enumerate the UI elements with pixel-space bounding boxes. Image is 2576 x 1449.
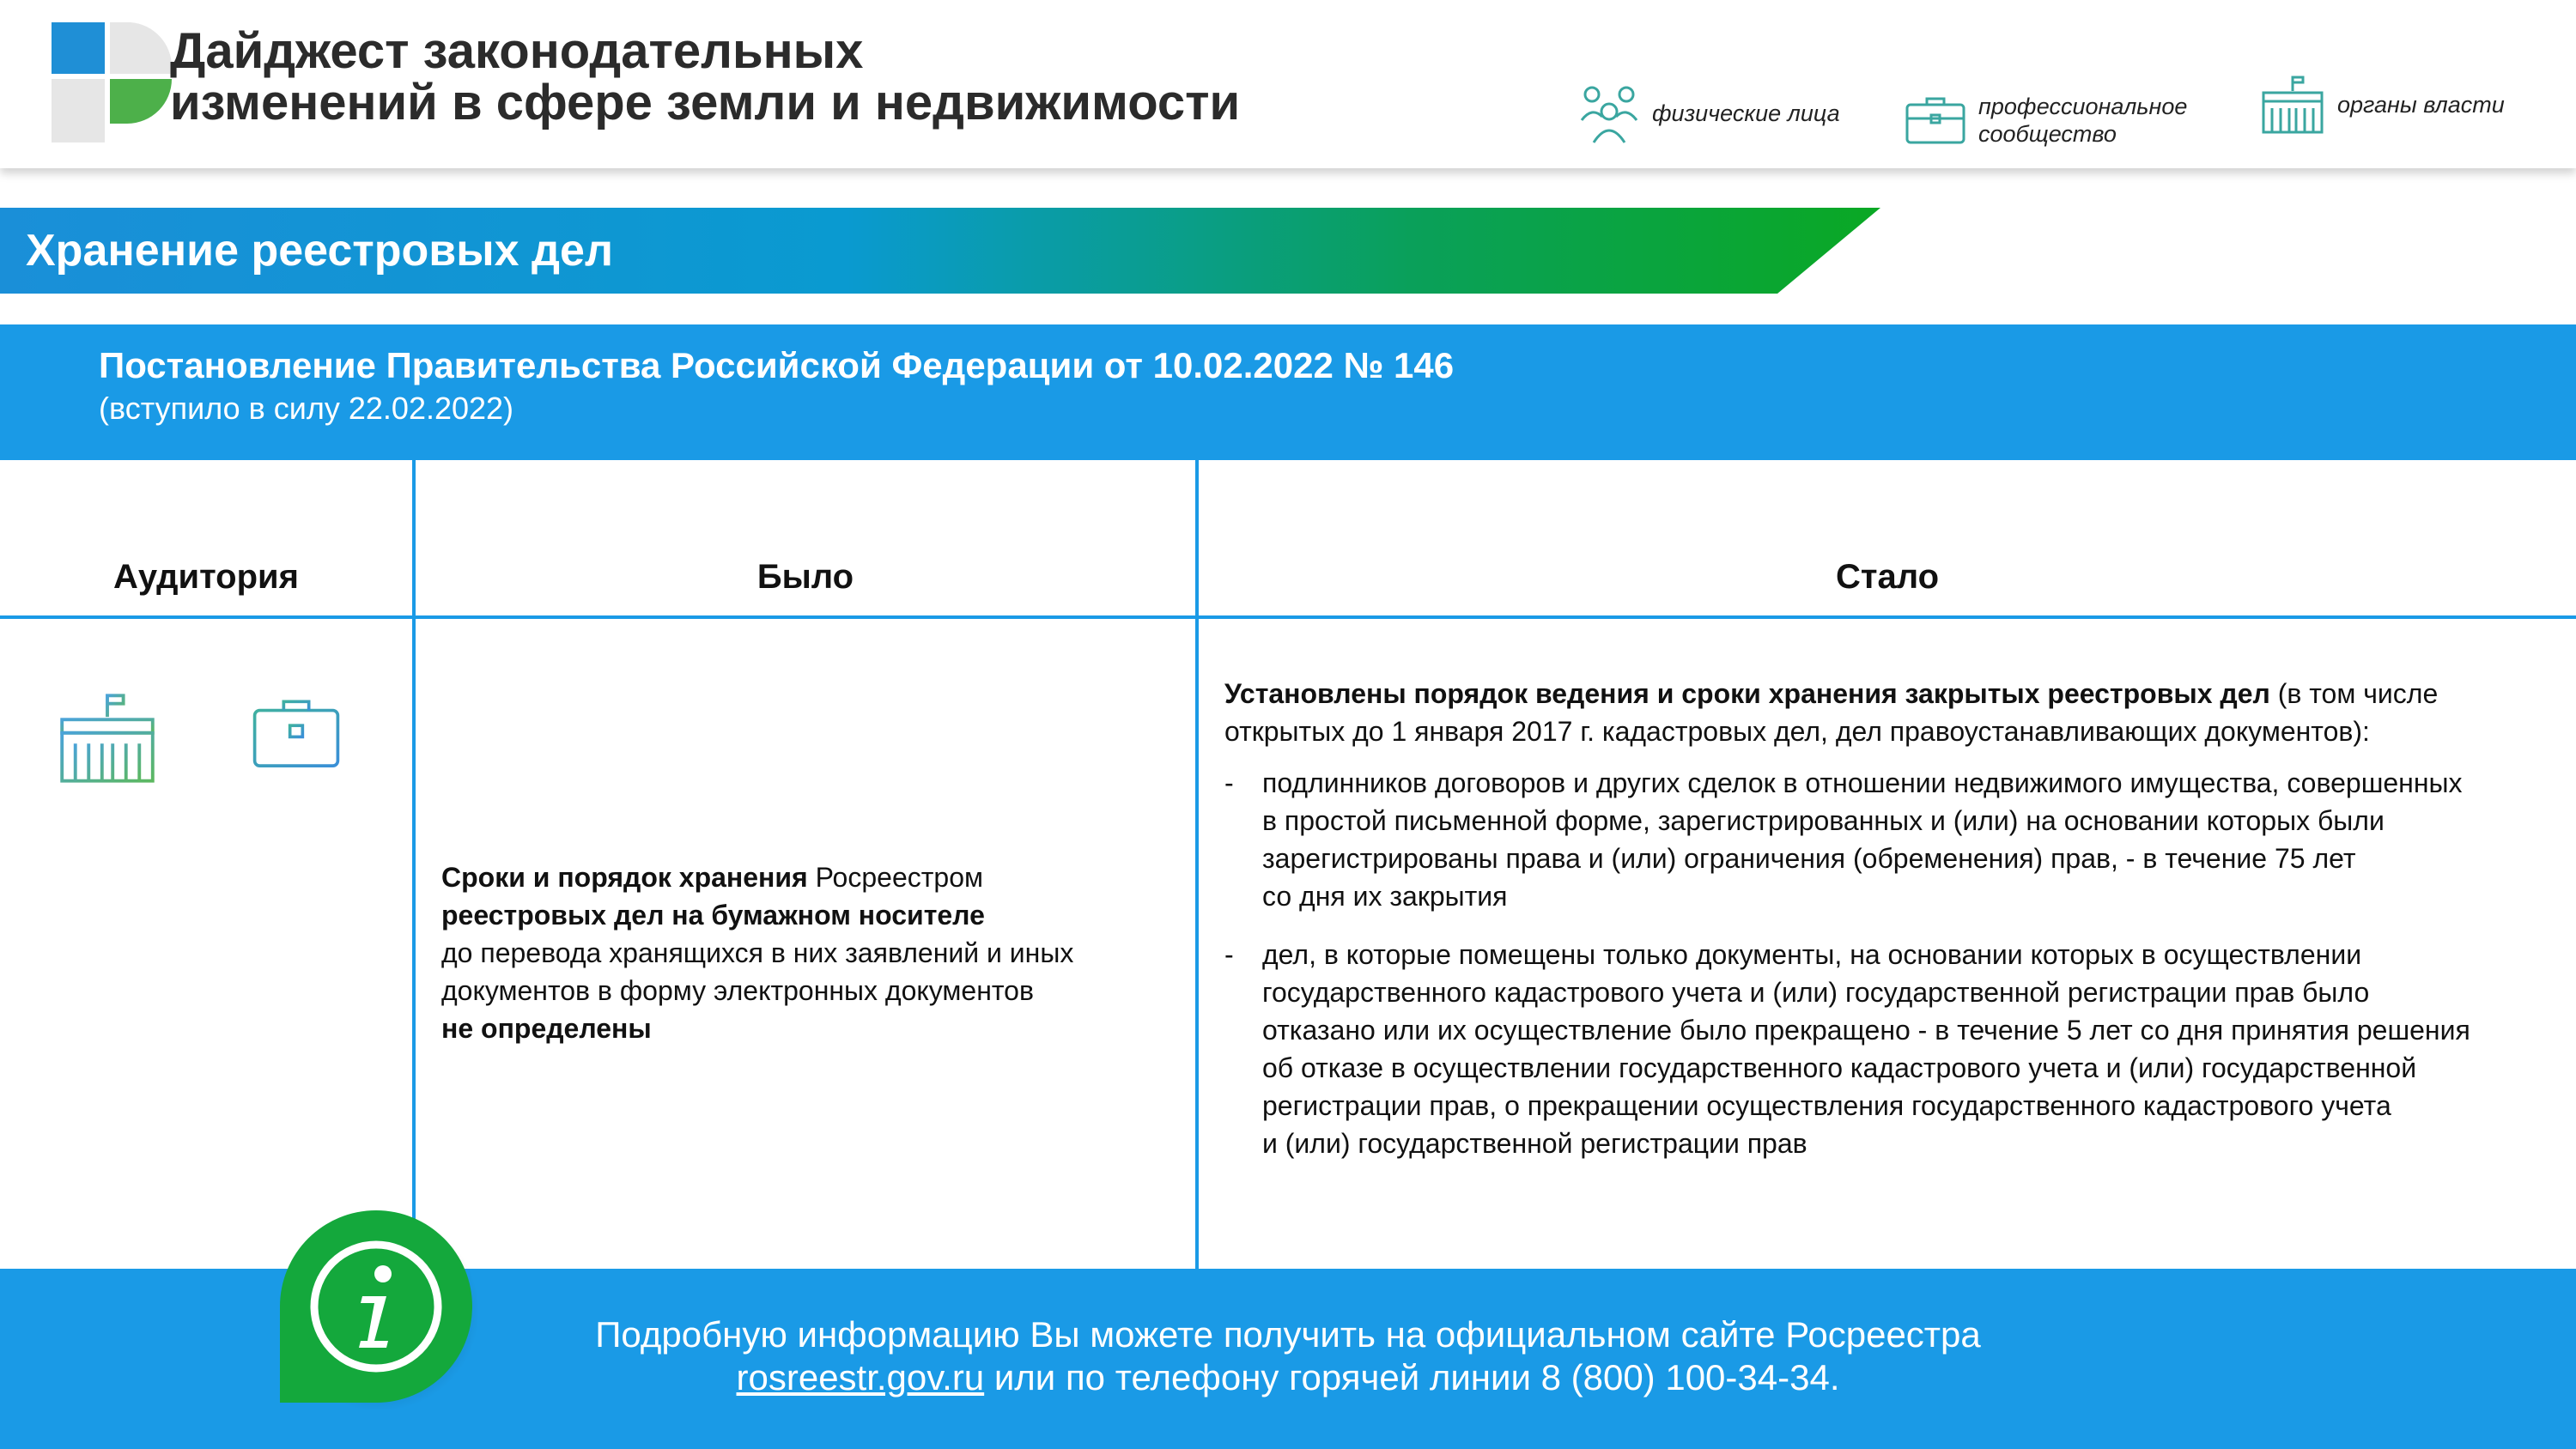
header-divider bbox=[0, 615, 2576, 619]
bullet2-line: регистрации прав, о прекращении осуществления государственного кадастрового учета bbox=[1262, 1090, 2391, 1121]
briefcase-icon bbox=[251, 695, 342, 771]
column-header-audience: Аудитория bbox=[113, 558, 299, 596]
bullet2-line: и (или) государственной регистрации прав bbox=[1262, 1128, 1807, 1159]
legend-individuals bbox=[1578, 82, 1840, 144]
bullet2-line: отказано или их осуществление было прекращено - в течение 5 лет со дня принятия решения bbox=[1262, 1015, 2470, 1046]
was-text-bold-5: не определены bbox=[441, 1013, 652, 1044]
bullet2-line: государственного кадастрового учета и (или) государственной регистрации прав было bbox=[1262, 977, 2370, 1008]
legend-individuals-label: физические лица bbox=[1652, 100, 1840, 126]
bullet2-line: дел, в которые помещены только документы, на основании которых в осуществлении bbox=[1262, 939, 2362, 970]
bullet1-line: зарегистрированы права и (или) ограничения (обременения) прав, - в течение 75 лет bbox=[1262, 843, 2356, 874]
was-text-4: документов в форму электронных документов bbox=[441, 975, 1034, 1006]
legend-government-label: органы власти bbox=[2337, 92, 2505, 118]
became-bullet-1 bbox=[1224, 764, 2564, 915]
bullet1-line: в простой письменной форме, зарегистрированных и (или) на основании которых были bbox=[1262, 805, 2385, 836]
law-title: Постановление Правительства Российской Федерации от 10.02.2022 № 146 bbox=[99, 345, 1455, 385]
legend-professional bbox=[1905, 93, 2187, 148]
government-building-icon bbox=[2260, 74, 2325, 136]
page-title bbox=[170, 23, 1241, 130]
rosreestr-logo-icon bbox=[45, 17, 182, 146]
briefcase-icon bbox=[1905, 94, 1966, 146]
rosreestr-site-link[interactable]: rosreestr.gov.ru bbox=[736, 1357, 985, 1397]
was-text-bold-1: Сроки и порядок хранения bbox=[441, 862, 808, 893]
government-building-icon bbox=[57, 690, 158, 786]
legend-government bbox=[2260, 74, 2505, 136]
column-header-became: Стало bbox=[1835, 558, 1940, 596]
became-intro-2: открытых до 1 января 2017 г. кадастровых дел, дел правоустанавливающих документов): bbox=[1224, 716, 2370, 747]
became-cell bbox=[1224, 675, 2564, 1162]
was-text-bold-2: реестровых дел на бумажном носителе bbox=[441, 900, 985, 931]
was-text-3: до перевода хранящихся в них заявлений и иных bbox=[441, 937, 1074, 968]
bullet1-line: подлинников договоров и других сделок в отношении недвижимого имущества, совершенных bbox=[1262, 767, 2463, 798]
bullet2-line: об отказе в осуществлении государственного кадастрового учета и (или) государственной bbox=[1262, 1052, 2417, 1083]
became-bullet-2 bbox=[1224, 936, 2564, 1162]
bullet1-line: со дня их закрытия bbox=[1262, 881, 1508, 912]
footer-phone-text: или по телефону горячей линии 8 (800) 100-34-34. bbox=[984, 1357, 1840, 1397]
was-text-1: Росреестром bbox=[807, 862, 983, 893]
info-icon bbox=[273, 1203, 479, 1410]
section-title: Хранение реестровых дел bbox=[26, 226, 613, 276]
was-cell bbox=[441, 858, 1180, 1047]
legend-professional-label-line2: сообщество bbox=[1978, 121, 2117, 147]
became-intro-bold: Установлены порядок ведения и сроки хранения закрытых реестровых дел bbox=[1224, 678, 2270, 709]
page-title-line1: Дайджест законодательных bbox=[170, 23, 864, 79]
people-icon bbox=[1578, 82, 1640, 144]
page-title-line2: изменений в сфере земли и недвижимости bbox=[170, 75, 1241, 130]
legend-professional-label-line1: профессиональное bbox=[1978, 94, 2188, 119]
column-header-was: Было bbox=[756, 558, 854, 596]
became-intro-1: (в том числе bbox=[2269, 678, 2439, 709]
footer-line1: Подробную информацию Вы можете получить на официальном сайте Росреестра bbox=[595, 1314, 1981, 1355]
bullet-dash: - bbox=[1224, 767, 1234, 798]
law-effective-date: (вступило в силу 22.02.2022) bbox=[99, 391, 514, 426]
bullet-dash: - bbox=[1224, 939, 1234, 970]
